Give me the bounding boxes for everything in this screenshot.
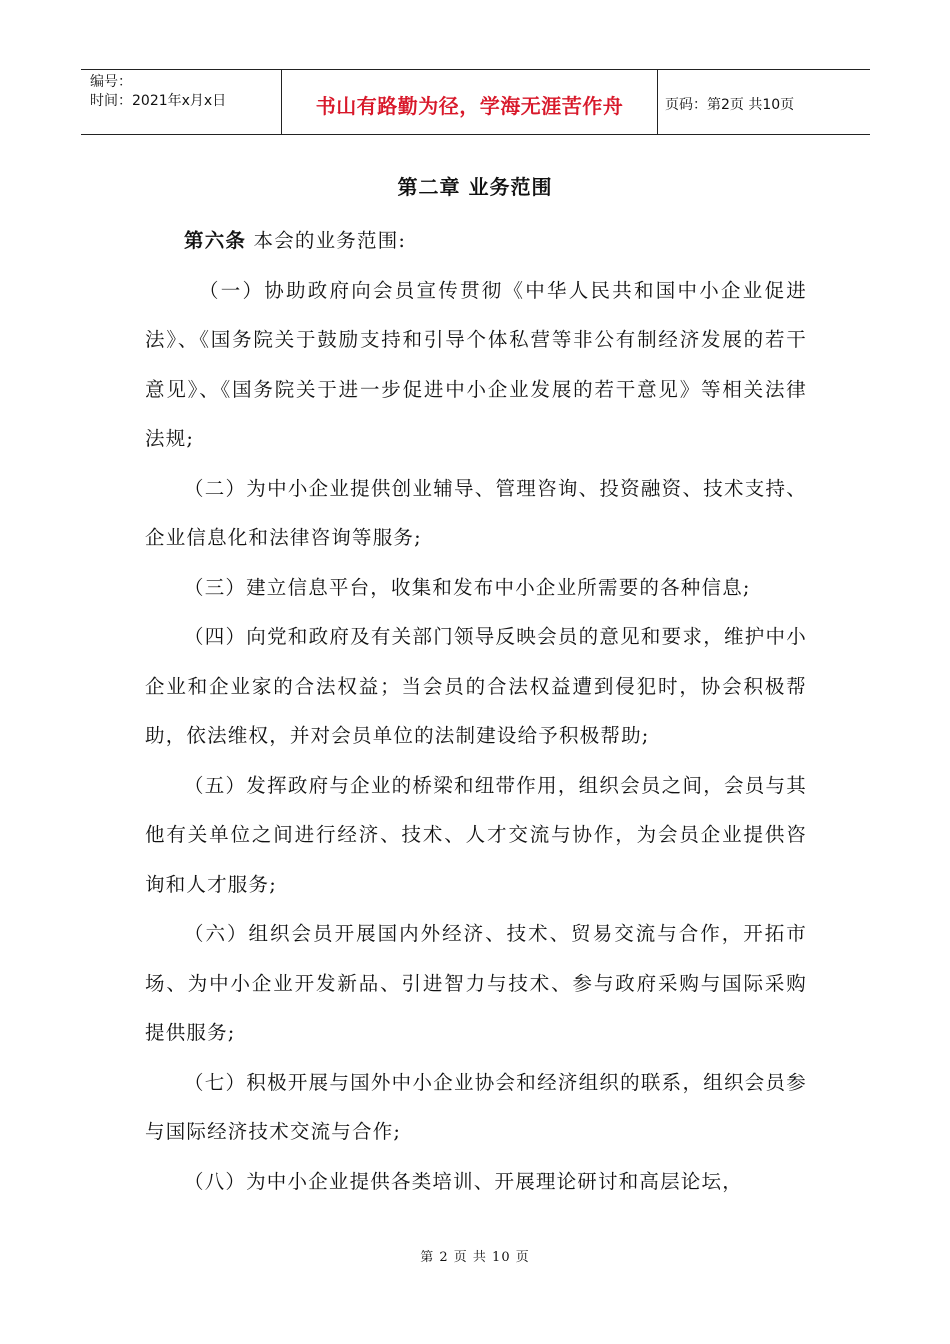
article-intro: 本会的业务范围: (246, 229, 407, 252)
header-page-info: 页码：第2页 共10页 (665, 97, 795, 113)
chapter-title: 第二章 业务范围 (397, 175, 553, 199)
article-heading (145, 216, 807, 266)
document-body (145, 216, 807, 1206)
list-item: （六）组织会员开展国内外经济、技术、贸易交流与合作，开拓市场、为中小企业开发新品、引进智力与技术、参与政府采购与国际采购提供服务; (145, 922, 807, 1044)
list-item: （七）积极开展与国外中小企业协会和经济组织的联系，组织会员参与国际经济技术交流与合作; (145, 1070, 807, 1143)
list-item: （一）协助政府向会员宣传贯彻《中华人民共和国中小企业促进法》、《国务院关于鼓励支持和引导个体私营等非公有制经济发展的若干意见》、《国务院关于进一步促进中小企业发展的若干意见》等相关法律法规; (145, 278, 807, 450)
date-label: 时间：2021年x月x日 (90, 93, 227, 109)
article-label: 第六条 (184, 229, 247, 252)
list-item: （八）为中小企业提供各类培训、开展理论研讨和高层论坛， (184, 1169, 743, 1193)
list-item: （三）建立信息平台，收集和发布中小企业所需要的各种信息; (184, 575, 751, 599)
list-item: （二）为中小企业提供创业辅导、管理咨询、投资融资、技术支持、企业信息化和法律咨询等服务; (145, 476, 807, 549)
page-footer: 第 2 页 共 10 页 (420, 1250, 530, 1265)
header-meta (81, 70, 282, 134)
number-label: 编号： (90, 74, 132, 90)
list-item: （五）发挥政府与企业的桥梁和纽带作用，组织会员之间，会员与其他有关单位之间进行经济、技术、人才交流与协作，为会员企业提供咨询和人才服务; (145, 773, 807, 896)
list-item: （四）向党和政府及有关部门领导反映会员的意见和要求，维护中小企业和企业家的合法权益；当会员的合法权益遭到侵犯时，协会积极帮助，依法维权，并对会员单位的法制建设给予积极帮助; (145, 625, 807, 747)
header-motto: 书山有路勤为径，学海无涯苦作舟 (282, 70, 658, 134)
page-header (81, 69, 870, 135)
